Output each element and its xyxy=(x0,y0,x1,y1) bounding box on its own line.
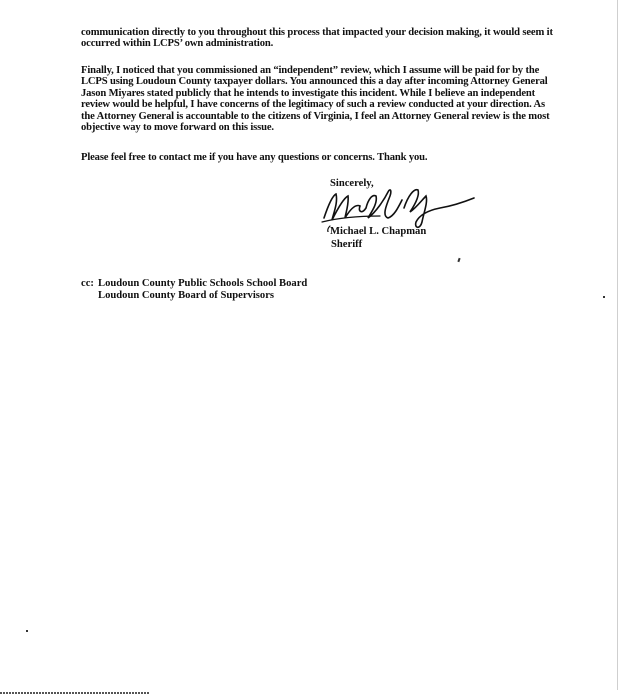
signer-name: Michael L. Chapman xyxy=(330,226,427,237)
body-paragraph-independent-review: Finally, I noticed that you commissioned an “independent” review, which I assume will be paid for by the LCPS using Loudoun County taxpayer dollars. You announced this a day after incoming Attorney General Jason Miyares stated publicly that he intends to investigate this incident. While I believe an independent review would be helpful, I have concerns of the legitimacy of such a review conducted at your direction. As the Attorney General is accountable to the citizens of Virginia, I feel an Attorney General review is the most objective way to move forward on this issue. xyxy=(81,65,550,134)
signer-title: Sheriff xyxy=(331,239,363,250)
scan-speck xyxy=(26,630,28,632)
cc-label: cc: xyxy=(81,278,94,289)
cc-recipient-school-board: Loudoun County Public Schools School Board xyxy=(98,278,308,289)
handwritten-signature xyxy=(318,178,478,232)
page-edge-right xyxy=(617,0,618,690)
body-paragraph-contact: Please feel free to contact me if you have any questions or concerns. Thank you. xyxy=(81,152,428,163)
page-edge-bottom xyxy=(0,692,150,694)
scan-speck xyxy=(603,296,605,298)
cc-recipient-supervisors: Loudoun County Board of Supervisors xyxy=(98,290,275,301)
closing-salutation: Sincerely, xyxy=(330,178,374,189)
body-paragraph-continuation: communication directly to you throughout this process that impacted your decision making, it would seem it occurred within LCPS’ own administration. xyxy=(81,27,553,50)
scan-speck xyxy=(457,258,460,262)
